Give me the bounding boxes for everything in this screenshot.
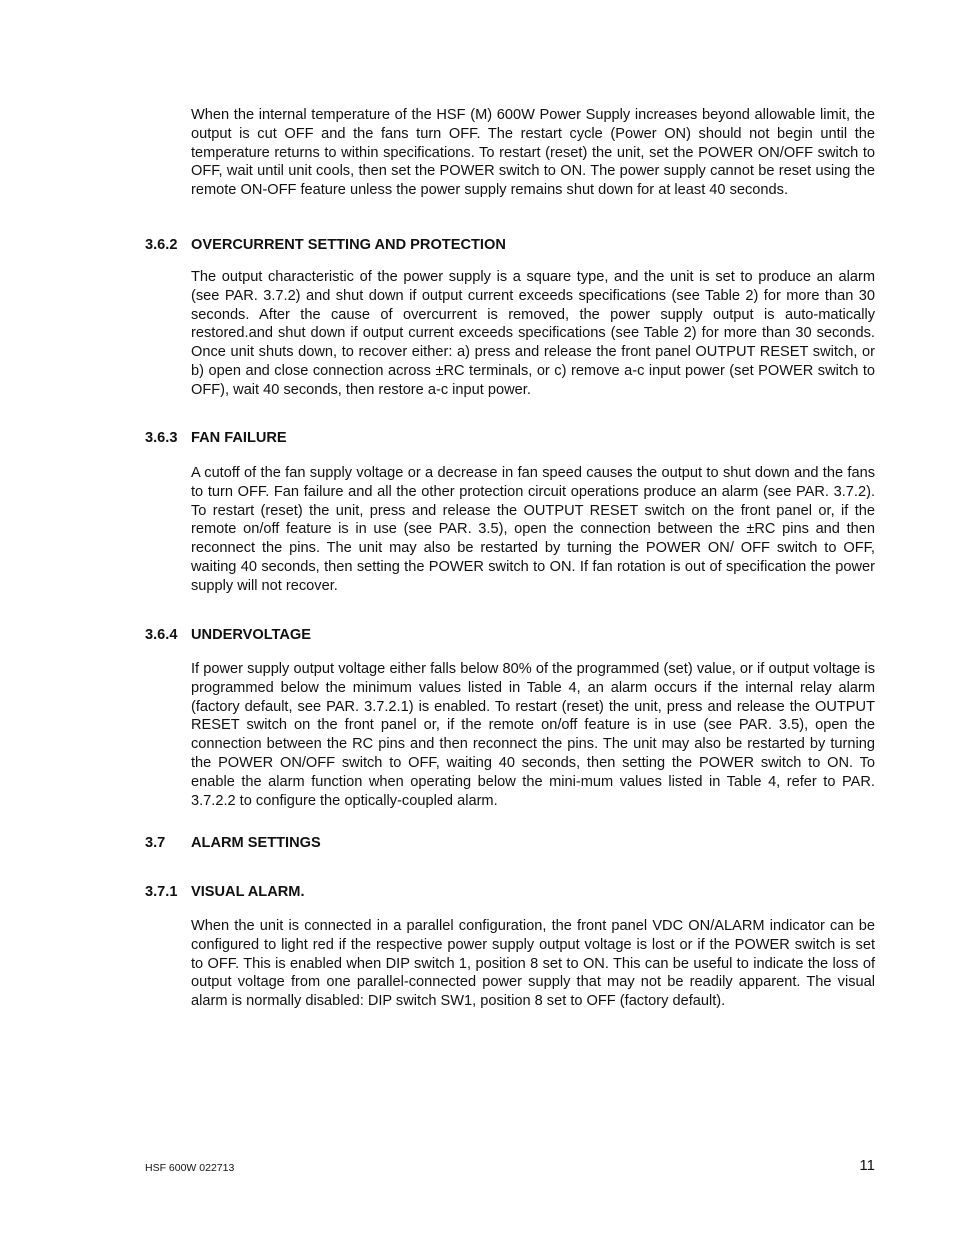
section-body-3-6-3: A cutoff of the fan supply voltage or a decrease in fan speed causes the output to shut down and the fans to turn OFF. Fan failure and all the other protection circuit operations produce an alarm (see PAR. 3.7.2). To restart (reset) the unit, press and release the OUTPUT RESET switch on the front panel or, if the remote on/off feature is in use (see PAR. 3.5), open the connection between the ±RC pins and then reconnect the pins. The unit may also be restarted by turning the POWER ON/ OFF switch to OFF, waiting 40 seconds, then setting the POWER switch to ON. If fan rotation is out of specification the power supply will not recover. <box>191 465 875 594</box>
section-number: 3.7.1 <box>145 884 178 900</box>
section-number: 3.6.4 <box>145 627 178 643</box>
section-title: FAN FAILURE <box>191 430 287 446</box>
section-number: 3.6.2 <box>145 237 178 253</box>
section-number: 3.6.3 <box>145 430 178 446</box>
section-body-3-6-4: If power supply output voltage either falls below 80% of the programmed (set) value, or if output voltage is programmed below the minimum values listed in Table 4, an alarm occurs if the internal relay alarm (factory default, see PAR. 3.7.2.1) is enabled. To restart (reset) the unit, press and release the OUTPUT RESET switch on the front panel or, if the remote on/off feature is in use (see PAR. 3.5), open the connection between the RC pins and then reconnect the pins. The unit may also be restarted by turning the POWER ON/OFF switch to OFF, waiting 40 seconds, then setting the POWER switch to ON. To enable the alarm function when operating below the mini-mum values listed in Table 4, refer to PAR. 3.7.2.2 to configure the optically-coupled alarm. <box>191 661 875 809</box>
section-title: UNDERVOLTAGE <box>191 627 311 643</box>
section-title: OVERCURRENT SETTING AND PROTECTION <box>191 237 506 253</box>
section-heading-3-6-2 <box>145 236 875 254</box>
section-title: VISUAL ALARM. <box>191 884 305 900</box>
section-heading-3-7 <box>145 834 875 852</box>
section-title: ALARM SETTINGS <box>191 835 321 851</box>
section-body-3-7-1: When the unit is connected in a parallel configuration, the front panel VDC ON/ALARM indicator can be configured to light red if the respective power supply output voltage is lost or if the POWER switch is set to OFF. This is enabled when DIP switch 1, position 8 set to ON. This can be useful to indicate the loss of output voltage from one parallel-connected power supply that may not be readily apparent. The visual alarm is normally disabled: DIP switch SW1, position 8 set to OFF (factory default). <box>191 918 875 1010</box>
intro-paragraph: When the internal temperature of the HSF (M) 600W Power Supply increases beyond allowable limit, the output is cut OFF and the fans turn OFF. The restart cycle (Power ON) should not begin until the temperature returns to within specifications. To restart (reset) the unit, set the POWER ON/OFF switch to OFF, wait until unit cools, then set the POWER switch to ON. The power supply cannot be reset using the remote ON-OFF feature unless the power supply remains shut down for at least 40 seconds. <box>191 107 875 199</box>
section-heading-3-6-3 <box>145 429 875 447</box>
footer-doc-id: HSF 600W 022713 <box>145 1162 235 1174</box>
section-body-3-6-2: The output characteristic of the power supply is a square type, and the unit is set to produce an alarm (see PAR. 3.7.2) and shut down if output current exceeds specifications (see Table 2) for more than 30 seconds. After the cause of overcurrent is removed, the power supply output is auto-matically restored.and shut down if output current exceeds specifications (see Table 2) for more than 30 seconds. Once unit shuts down, to recover either: a) press and release the front panel OUTPUT RESET switch, or b) open and close connection across ±RC terminals, or c) remove a-c input power (set POWER switch to OFF), wait 40 seconds, then restore a-c input power. <box>191 269 875 398</box>
section-number: 3.7 <box>145 835 166 851</box>
section-heading-3-7-1 <box>145 883 875 901</box>
section-heading-3-6-4 <box>145 626 875 644</box>
footer-page-number: 11 <box>859 1157 875 1174</box>
